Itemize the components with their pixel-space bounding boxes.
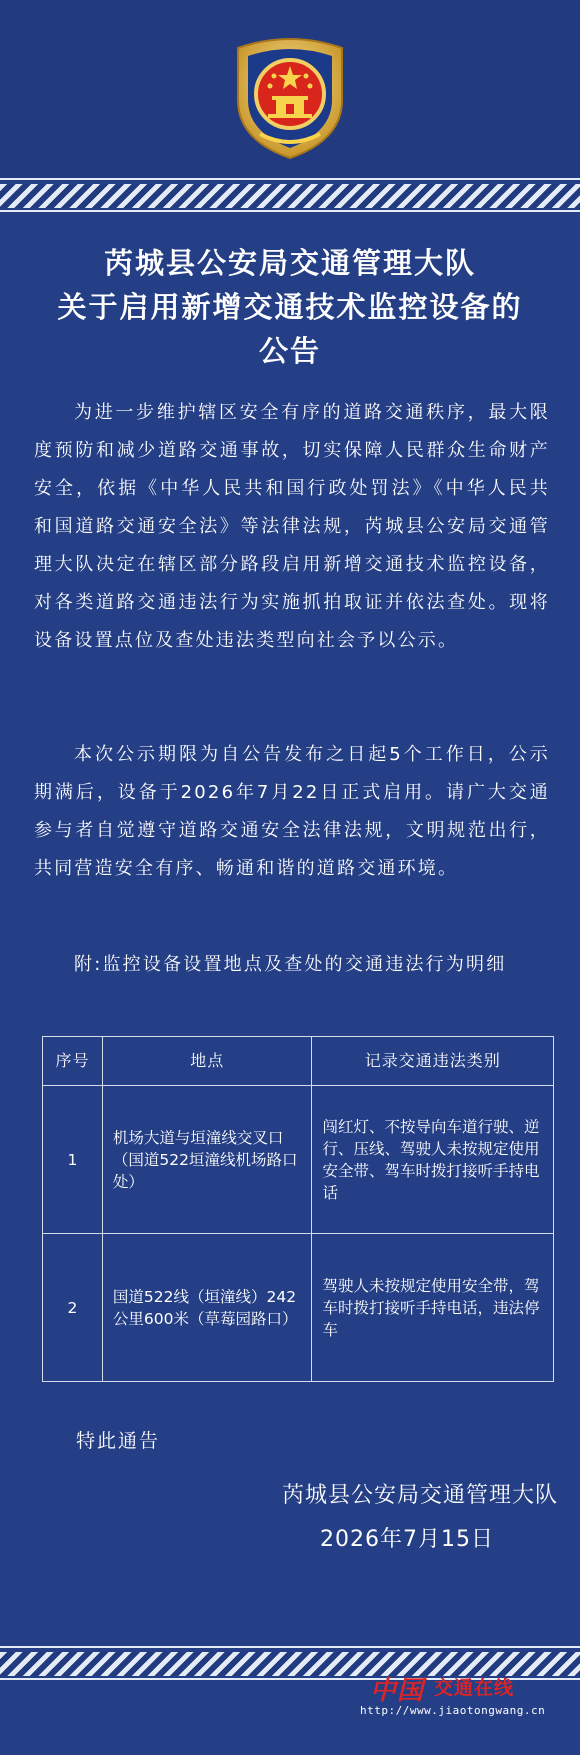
title-line-3: 公告: [258, 334, 321, 368]
divider-top: [0, 178, 580, 180]
paragraph-period: 本次公示期限为自公告发布之日起5个工作日，公示期满后，设备于2026年7月22日正式启用。请广大交通参与者自觉遵守道路交通安全法律法规，文明规范出行，共同营造安全有序、畅通和谐的道路交通环境。: [34, 744, 550, 879]
watermark-logo: 中国: [370, 1676, 425, 1706]
title-line-1: 芮城县公安局交通管理大队: [103, 246, 476, 280]
header-area: [0, 0, 580, 178]
cell-location: 国道522线（垣潼线）242公里600米（草莓园路口）: [102, 1234, 312, 1382]
cell-no: 2: [43, 1234, 103, 1382]
header-no: 序号: [43, 1037, 103, 1086]
table-row: [43, 1086, 554, 1234]
divider-bottom: [0, 1646, 580, 1648]
watermark-url: http://www.jiaotongwang.cn: [360, 1704, 546, 1717]
table-header-row: [43, 1037, 554, 1086]
divider-top-2: [0, 210, 580, 212]
police-emblem-icon: [224, 30, 356, 160]
decorative-stripe-top: [0, 184, 580, 208]
cell-location: 机场大道与垣潼线交叉口（国道522垣潼线机场路口处）: [102, 1086, 312, 1234]
closing-text: 特此通告: [76, 1430, 161, 1452]
table-row: [43, 1234, 554, 1382]
signature-date: 2026年7月15日: [320, 1527, 494, 1552]
watermark-name: 交通在线: [434, 1677, 515, 1699]
cell-violations: 驾驶人未按规定使用安全带，驾车时拨打接听手持电话，违法停车: [312, 1234, 554, 1382]
cell-violations: 闯红灯、不按导向车道行驶、逆行、压线、驾驶人未按规定使用安全带、驾车时拨打接听手持电话: [312, 1086, 554, 1234]
header-location: 地点: [102, 1037, 312, 1086]
title-line-2: 关于启用新增交通技术监控设备的: [57, 290, 523, 324]
device-table: [42, 1036, 554, 1382]
header-violations: 记录交通违法类别: [312, 1037, 554, 1086]
paragraph-intro: 为进一步维护辖区安全有序的道路交通秩序，最大限度预防和减少道路交通事故，切实保障人民群众生命财产安全，依据《中华人民共和国行政处罚法》《中华人民共和国道路交通安全法》等法律法规，芮城县公安局交通管理大队决定在辖区部分路段启用新增交通技术监控设备，对各类道路交通违法行为实施抓拍取证并依法查处。现将设备设置点位及查处违法类型向社会予以公示。: [34, 402, 550, 651]
paragraph-attachment: 附:监控设备设置地点及查处的交通违法行为明细: [74, 954, 507, 975]
cell-no: 1: [43, 1086, 103, 1234]
signature-org: 芮城县公安局交通管理大队: [281, 1483, 558, 1508]
